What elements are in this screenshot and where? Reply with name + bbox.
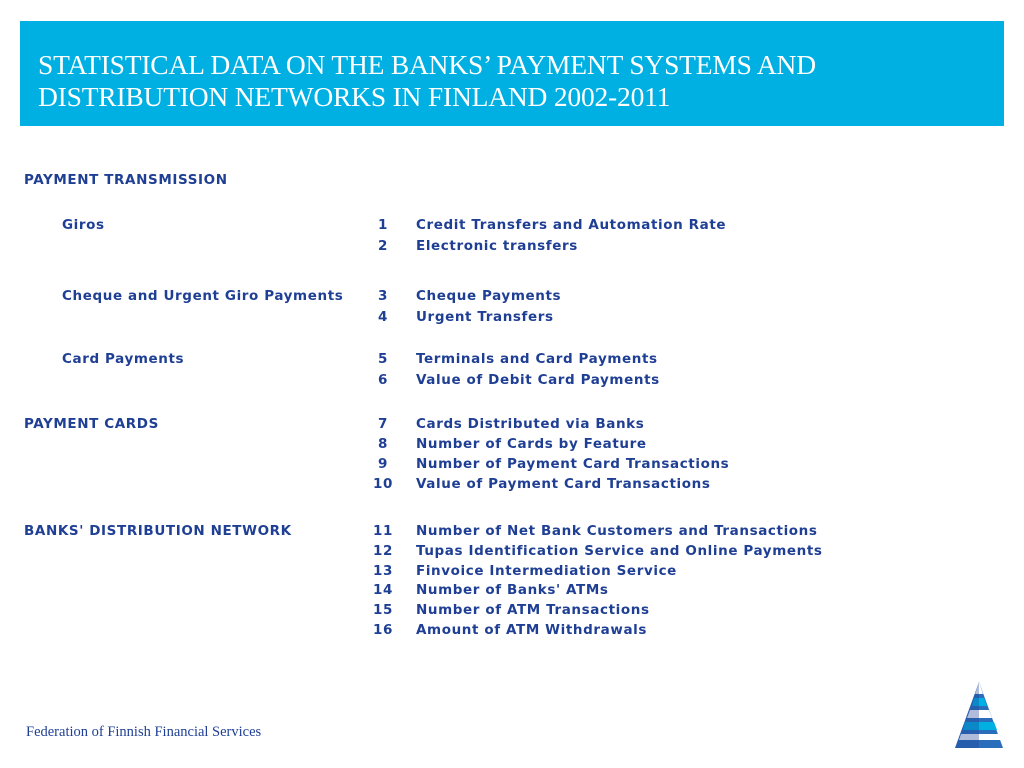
item-title[interactable]: Number of Payment Card Transactions: [416, 456, 730, 472]
item-number: 4: [378, 309, 388, 325]
item-title[interactable]: Number of Cards by Feature: [416, 436, 647, 452]
subsection-label-cheque: Cheque and Urgent Giro Payments: [62, 288, 344, 304]
item-number: 15: [373, 602, 393, 618]
item-number: 13: [373, 563, 393, 579]
item-title[interactable]: Credit Transfers and Automation Rate: [416, 217, 727, 233]
section-heading-payment-transmission: PAYMENT TRANSMISSION: [24, 172, 228, 188]
item-number: 12: [373, 543, 393, 559]
subsection-label-giros: Giros: [62, 217, 105, 233]
section-heading-payment-cards: PAYMENT CARDS: [24, 416, 159, 432]
item-number: 6: [378, 372, 388, 388]
item-number: 16: [373, 622, 393, 638]
item-number: 1: [378, 217, 388, 233]
item-title[interactable]: Value of Payment Card Transactions: [416, 476, 711, 492]
item-title[interactable]: Number of Net Bank Customers and Transactions: [416, 523, 818, 539]
subsection-label-card-payments: Card Payments: [62, 351, 185, 367]
item-title[interactable]: Value of Debit Card Payments: [416, 372, 660, 388]
section-heading-distribution-network: BANKS' DISTRIBUTION NETWORK: [24, 523, 292, 539]
item-title[interactable]: Terminals and Card Payments: [416, 351, 658, 367]
footer-organization: Federation of Finnish Financial Services: [26, 724, 262, 740]
item-number: 9: [378, 456, 388, 472]
item-number: 3: [378, 288, 388, 304]
item-number: 10: [373, 476, 393, 492]
title-banner: [20, 21, 1004, 126]
item-title[interactable]: Number of ATM Transactions: [416, 602, 650, 618]
item-number: 14: [373, 582, 393, 598]
page-title: STATISTICAL DATA ON THE BANKS’ PAYMENT SYSTEMS AND DISTRIBUTION NETWORKS IN FINLAND 2002-2011: [38, 49, 816, 112]
item-number: 8: [378, 436, 388, 452]
item-title[interactable]: Amount of ATM Withdrawals: [416, 622, 648, 638]
item-title[interactable]: Cards Distributed via Banks: [416, 416, 645, 432]
item-title[interactable]: Finvoice Intermediation Service: [416, 563, 677, 579]
triangle-logo-icon: [953, 682, 1005, 748]
item-title[interactable]: Cheque Payments: [416, 288, 562, 304]
item-number: 2: [378, 238, 388, 254]
item-title[interactable]: Tupas Identification Service and Online Payments: [416, 543, 823, 559]
item-title[interactable]: Number of Banks' ATMs: [416, 582, 609, 598]
item-title[interactable]: Urgent Transfers: [416, 309, 554, 325]
item-number: 7: [378, 416, 388, 432]
item-number: 5: [378, 351, 388, 367]
item-number: 11: [373, 523, 393, 539]
item-title[interactable]: Electronic transfers: [416, 238, 578, 254]
